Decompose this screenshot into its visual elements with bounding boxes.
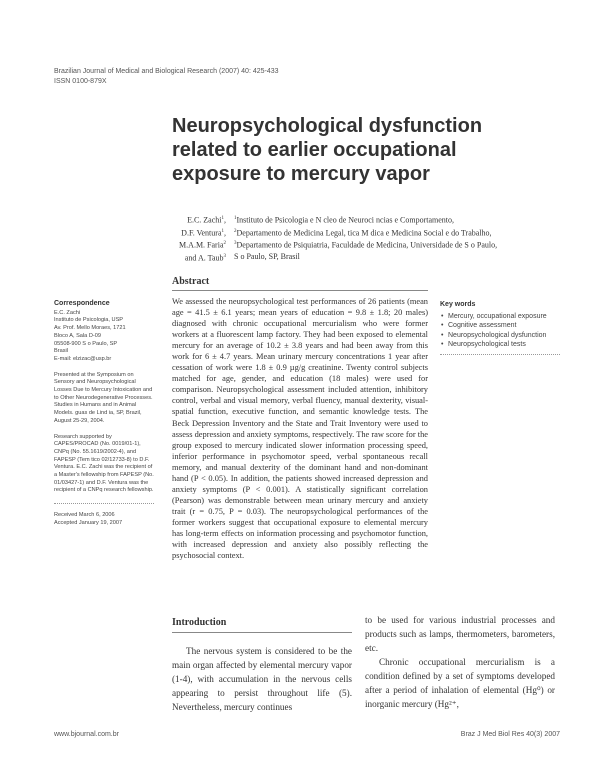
- author: E.C. Zachi$^1$,: [187, 215, 226, 225]
- affiliation: $^2$Departamento de Medicina Legal, tica M dica e Medicina Social e do Trabalho,: [234, 228, 492, 238]
- journal-citation: Brazilian Journal of Medical and Biological Research (2007) 40: 425-433: [54, 68, 279, 75]
- journal-header: [54, 67, 279, 87]
- correspondence-line: 05508-900 S o Paulo, SP: [54, 340, 118, 347]
- footer-url: www.bjournal.com.br: [54, 731, 119, 738]
- keyword-item: • Mercury, occupational exposure: [448, 312, 560, 322]
- introduction-heading: Introduction: [172, 617, 227, 628]
- keyword-item: • Cognitive assessment: [448, 321, 560, 331]
- author: and A. Taub$^3$: [184, 253, 226, 263]
- received-date: Received March 6, 2006: [54, 512, 115, 519]
- intro-column-1: [172, 644, 352, 714]
- author-list: [90, 213, 226, 264]
- correspondence-block: [54, 300, 154, 364]
- keywords-divider: [440, 354, 560, 355]
- introduction-rule: [172, 632, 352, 633]
- article-title: Neuropsychological dysfunction related to earlier occupational exposure to mercury vapor: [172, 115, 483, 185]
- affiliation: S o Paulo, SP, Brasil: [234, 251, 300, 261]
- correspondence-heading: Correspondence: [54, 300, 110, 307]
- keywords-list: [440, 312, 560, 350]
- correspondence-email: E-mail: elzizac@usp.br: [54, 355, 112, 362]
- correspondence-line: Av. Prof. Mello Moraes, 1721: [54, 325, 126, 332]
- intro-paragraph: to be used for various industrial processes and products such as lamps, thermometers, barometers, etc.: [365, 615, 555, 653]
- intro-column-2: [365, 613, 555, 711]
- accepted-date: Accepted January 19, 2007: [54, 519, 123, 526]
- footer-citation: Braz J Med Biol Res 40(3) 2007: [460, 731, 560, 738]
- abstract-heading: Abstract: [172, 276, 210, 287]
- correspondence-line: Instituto de Psicologia, USP: [54, 317, 124, 324]
- symposium-note: Presented at the Symposium on Sensory and Neuropsychological Losses Due to Mercury Intoxication and to Other Neurodegenerative Processes. Studies in Humans and in Animal Models. guas de Lind ia, SP, Brazil, August 25-29, 2004.: [54, 371, 153, 424]
- affiliation: $^1$Instituto de Psicologia e N cleo de Neuroci ncias e Comportamento,: [234, 215, 454, 225]
- abstract-rule: [172, 290, 428, 291]
- correspondence-line: Brasil: [54, 348, 68, 355]
- affiliation: $^3$Departamento de Psiquiatria, Faculdade de Medicina, Universidade de S o Paulo,: [234, 240, 498, 250]
- intro-paragraph: The nervous system is considered to be the main organ affected by elemental mercury vapor (1-4), with accumulation in the nervous cells appearing to persist throughout life (5). Nevertheless, mercury continues: [172, 646, 352, 712]
- affiliation-list: [234, 213, 554, 262]
- journal-issn: ISSN 0100-879X: [54, 78, 107, 85]
- abstract-text: We assessed the neuropsychological test performances of 26 patients (mean age = 41.5 ± 6.1 years; mean years of education = 9.8 ± 1.8; 20 males) diagnosed with chronic occupational mercurialism who were former workers at a fluorescent lamp factory. They had been exposed to elemental mercury for an average of 10.2 ± 3.8 years and had been away from this work for 6 ± 4.7 years. Mean urinary mercury concentrations 1 year after cessation of work were 1.8 ± 0.9 µg/g creatinine. Twenty control subjects matched for age, gender, and education (18 males) were used for comparison. Neuropsychological assessment included attention, inhibitory control, verbal and visual memory, verbal fluency, manual dexterity, visual-spatial function, executive function, and semantic knowledge tests. The Beck Depression Inventory and the State and Trait Inventory were used to assess depression and anxiety symptoms, respectively. The raw score for the group exposed to mercury indicated slower information processing speed, inferior performance in psychomotor speed, verbal spontaneous recall memory, and manual dexterity of the dominant hand and non-dominant hand (P < 0.05). In addition, the patients showed increased depression and anxiety symptoms (P < 0.001). A statistically significant correlation (Pearson) was demonstrable between mean urinary mercury and anxiety trait (r = 0.75, P = 0.03). The neuropsychological performances of the former workers suggest that occupational exposure to elemental mercury has long-term effects on information processing and psychomotor function, with increased depression and anxiety also possibly reflecting the psychosocial context.: [172, 297, 428, 561]
- correspondence-line: Bloco A, Sala D-09: [54, 332, 101, 339]
- sidebar: [54, 300, 154, 528]
- author: M.A.M. Faria$^2$: [179, 240, 226, 250]
- keywords-block: [440, 300, 560, 363]
- keywords-heading: Key words: [440, 301, 476, 308]
- funding-note: Research supported by CAPES/PROCAD (No. 0019/01-1), CNPq (No. 55.1619/2002-4), and FAPESP (Tem tico 02/12733-8) to D.F. Ventura. E.C. Zachi was the recipient of a Master's fellowship from FAPESP (No. 01/03427-1) and D.F. Ventura was the recipient of a CNPq research fellowship.: [54, 433, 154, 494]
- keyword-item: • Neuropsychological tests: [448, 340, 560, 350]
- correspondence-line: E.C. Zachi: [54, 309, 81, 316]
- sidebar-divider: [54, 503, 154, 504]
- keyword-item: • Neuropsychological dysfunction: [448, 331, 560, 341]
- author: D.F. Ventura$^1$,: [181, 228, 226, 238]
- intro-paragraph: Chronic occupational mercurialism is a condition defined by a set of symptoms developed after a period of inhalation of elemental (Hg⁰) or inorganic mercury (Hg²⁺,: [365, 657, 555, 709]
